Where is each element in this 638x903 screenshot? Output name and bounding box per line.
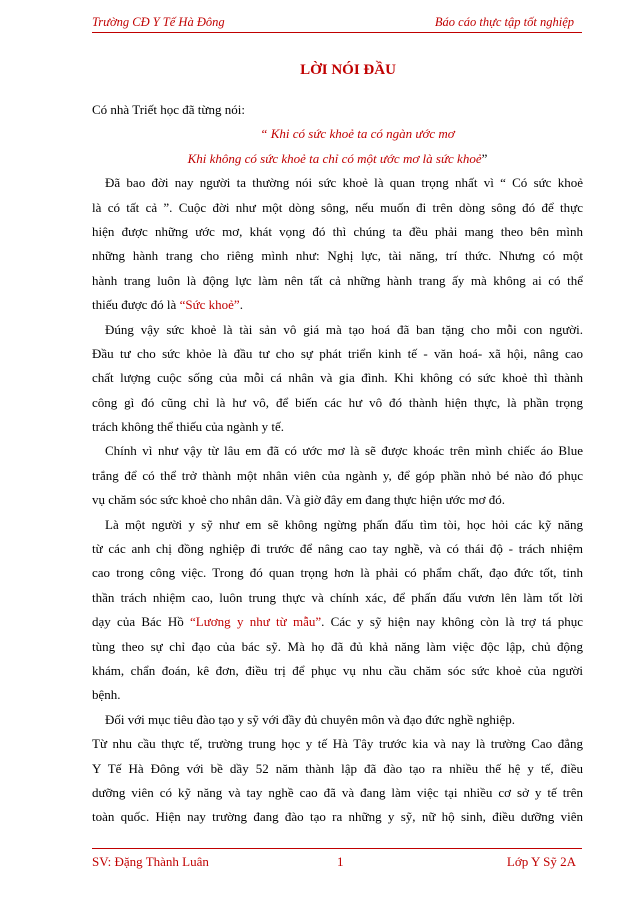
- quote-line-2-text: Khi không có sức khoẻ ta chỉ có một ước mơ là sức khoẻ: [187, 150, 482, 166]
- paragraph4-line: thần trách nhiệm cao, luôn trung thực và chính xác, để phấn đấu vươn lên làm tốt lời: [92, 589, 583, 605]
- paragraph1-highlight: “Sức khoẻ”: [179, 297, 240, 313]
- footer-student-name: SV: Đặng Thành Luân: [92, 854, 209, 869]
- paragraph1-line: hiện được những ước mơ, khát vọng đó thì chúng ta đều phải mang theo bên mình: [92, 223, 583, 239]
- paragraph6-line: Y Tế Hà Đông với bề dầy 52 năm thành lập đã đào tạo ra nhiều thế hệ y tế, điều: [92, 760, 583, 776]
- page-title-text: LỜI NÓI ĐẦU: [300, 62, 396, 78]
- paragraph4-line: cao trong công việc. Trong đó quan trọng hơn là phải có phẩm chất, đạo đức tốt, tinh: [92, 565, 583, 581]
- paragraph4-line: bệnh.: [92, 687, 121, 703]
- paragraph5-line: Đối với mục tiêu đào tạo y sỹ với đầy đủ chuyên môn và đạo đức nghề nghiệp.: [105, 711, 515, 727]
- quote-line-1: [92, 122, 583, 146]
- paragraph4-quote-prefix: dạy của Bác Hồ: [92, 614, 191, 630]
- paragraph3-line: trắng để có thể trở thành một nhân viên của ngành y, để góp phần nhỏ bé nào đó phục: [92, 467, 583, 483]
- paragraph6-line: toàn quốc. Hiện nay trường đang đào tạo ra những y sỹ, nữ hộ sinh, điều dưỡng viên: [92, 809, 583, 825]
- page-footer: [92, 848, 582, 869]
- paragraph1-line: Đã bao đời nay người ta thường nói sức khoẻ là quan trọng nhất vì “ Có sức khoẻ: [105, 175, 583, 191]
- header-report-title: Báo cáo thực tập tốt nghiệp: [434, 15, 574, 29]
- paragraph2-line: chất lượng cuộc sống của mỗi cá nhân và gia đình. Khi không có sức khoẻ thì thành: [92, 370, 583, 386]
- paragraph2-line: Đầu tư cho sức khỏe là đầu tư cho sự phát triển kinh tế - văn hoá- xã hội, nâng cao: [92, 345, 583, 361]
- paragraph1-line: những hành trang cho riêng mình như: Nghị lực, tài năng, trí thức. Nhưng có một: [92, 248, 583, 264]
- paragraph4-highlight: “Lương y như từ mẫu”: [190, 614, 322, 630]
- quote-close-mark: ”: [481, 150, 488, 166]
- paragraph2-line: trách không thể thiếu của ngành y tế.: [92, 419, 285, 435]
- page-title: [0, 62, 638, 79]
- paragraph6-line: Từ nhu cầu thực tế, trường trung học y tế Hà Tây trước kia và nay là trường Cao đẳng: [92, 736, 583, 752]
- paragraph4-line: tùng theo sự chỉ đạo của bác sỹ. Mà họ đã đủ khả năng làm việc độc lập, chủ động: [92, 638, 583, 654]
- paragraph1-last-prefix: thiếu được đó là: [92, 297, 180, 313]
- footer-page-number: 1: [337, 854, 344, 869]
- document-body: [92, 98, 583, 830]
- paragraph3-line: Chính vì như vậy từ lâu em đã có ước mơ là sẽ được khoác trên mình chiếc áo Blue: [105, 443, 583, 459]
- paragraph3-line: vụ chăm sóc sức khoẻ cho nhân dân. Và giờ đây em đang thực hiện ước mơ đó.: [92, 492, 506, 508]
- paragraph6-line: dưỡng viên có kỹ năng và tay nghề cao đã và đang làm việc tại nhiều cơ sở y tế trên: [92, 784, 583, 800]
- paragraph4-line: từ các anh chị đồng nghiệp đi trước để nâng cao tay nghề, và có thái độ - trách nhiệm: [92, 541, 583, 557]
- paragraph1-line: là có tất cả ”. Cuộc đời như một dòng sông, nếu muốn đi trên dòng sông đó để thực: [92, 199, 583, 215]
- footer-class-name: Lớp Y Sỹ 2A: [506, 854, 576, 869]
- header-school-name: Trường CĐ Y Tế Hà Đông: [92, 15, 225, 29]
- quote-line-2: [92, 147, 583, 171]
- paragraph4-line: khám, chẩn đoán, kê đơn, điều trị để phục vụ nhu cầu chăm sóc sức khoẻ của người: [92, 662, 583, 678]
- intro-line: Có nhà Triết học đã từng nói:: [92, 102, 245, 117]
- paragraph2-line: công gì đó cũng chỉ là hư vô, để biến các hư vô đó thành hiện thực, là phần trọng: [92, 394, 583, 410]
- paragraph2-line: Đúng vậy sức khoẻ là tài sản vô giá mà tạo hoá đã ban tặng cho mỗi con người.: [105, 321, 583, 337]
- page-header: [92, 14, 582, 33]
- paragraph1-last-suffix: .: [239, 297, 243, 313]
- paragraph4-quote-line: [92, 610, 583, 634]
- quote-line-1-text: “ Khi có sức khoẻ ta có ngàn ước mơ: [260, 126, 455, 142]
- paragraph4-line: Là một người y sỹ như em sẽ không ngừng phấn đấu tìm tòi, học hỏi các kỹ năng: [105, 516, 583, 532]
- paragraph1-line: hành trang luôn là động lực làm nên tất cả những hành trang ấy mà không ai có thể: [92, 272, 583, 288]
- paragraph4-quote-suffix: . Các y sỹ hiện nay không còn là trợ tá phục: [321, 614, 583, 630]
- paragraph1-last-line: [92, 293, 583, 317]
